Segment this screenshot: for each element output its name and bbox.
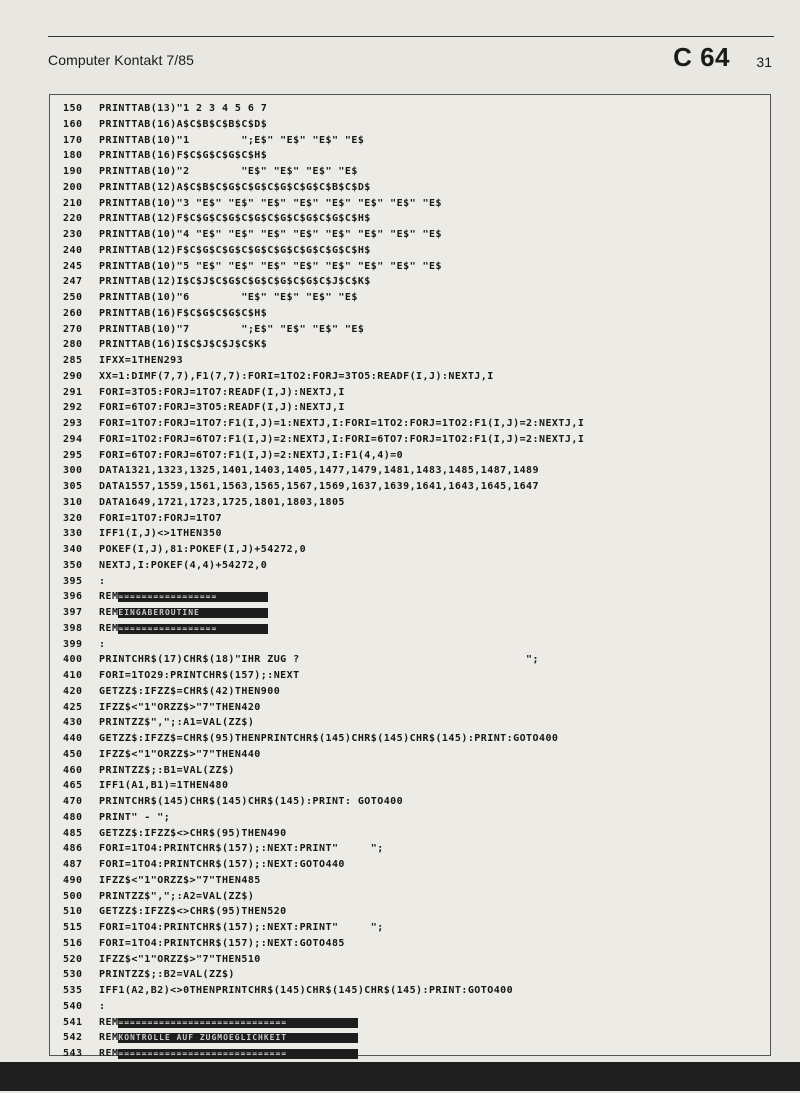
line-number: 291: [63, 385, 99, 401]
code-text: DATA1557,1559,1561,1563,1565,1567,1569,1637,1639,1641,1643,1645,1647: [99, 479, 539, 495]
code-text: IFF1(A2,B2)<>0THENPRINTCHR$(145)CHR$(145)CHR$(145):PRINT:GOTO400: [99, 983, 513, 999]
line-number: 487: [63, 857, 99, 873]
line-number: 400: [63, 652, 99, 668]
line-number: 543: [63, 1046, 99, 1062]
line-number: 395: [63, 574, 99, 590]
line-number: 285: [63, 353, 99, 369]
line-number: 410: [63, 668, 99, 684]
code-text: :: [99, 574, 105, 590]
code-text: DATA1321,1323,1325,1401,1403,1405,1477,1479,1481,1483,1485,1487,1489: [99, 463, 539, 479]
rem-highlight-bar: EINGABEROUTINE: [118, 608, 268, 618]
code-text: IFZZ$<"1"ORZZ$>"7"THEN440: [99, 747, 261, 763]
line-number: 541: [63, 1015, 99, 1031]
code-text: PRINTTAB(10)"5 "E$" "E$" "E$" "E$" "E$" "E$" "E$" "E$: [99, 259, 442, 275]
code-line: [63, 148, 763, 164]
code-line: [63, 133, 763, 149]
code-text: PRINTTAB(16)F$C$G$C$G$C$H$: [99, 306, 267, 322]
line-number: 300: [63, 463, 99, 479]
code-text: PRINTTAB(13)"1 2 3 4 5 6 7: [99, 101, 267, 117]
code-line: [63, 274, 763, 290]
line-number: 245: [63, 259, 99, 275]
code-text: IFZZ$<"1"ORZZ$>"7"THEN485: [99, 873, 261, 889]
line-number: 399: [63, 637, 99, 653]
code-text: GETZZ$:IFZZ$=CHR$(95)THENPRINTCHR$(145)CHR$(145)CHR$(145):PRINT:GOTO400: [99, 731, 558, 747]
line-number: 200: [63, 180, 99, 196]
code-text: IFF1(I,J)<>1THEN350: [99, 526, 222, 542]
code-text: PRINTTAB(12)F$C$G$C$G$C$G$C$G$C$G$C$G$C$H$: [99, 211, 371, 227]
code-line: [63, 448, 763, 464]
code-text: FORI=1TO7:FORJ=1TO7: [99, 511, 222, 527]
code-text: FORI=1TO4:PRINTCHR$(157);:NEXT:GOTO440: [99, 857, 345, 873]
line-number: 440: [63, 731, 99, 747]
code-line: [63, 621, 763, 637]
code-line: [63, 1015, 763, 1031]
line-number: 210: [63, 196, 99, 212]
line-number: 250: [63, 290, 99, 306]
code-text: FORI=1TO2:FORJ=6TO7:F1(I,J)=2:NEXTJ,I:FORI=6TO7:FORJ=1TO2:F1(I,J)=2:NEXTJ,I: [99, 432, 584, 448]
code-line: [63, 904, 763, 920]
line-number: 430: [63, 715, 99, 731]
code-text: REM: [99, 1030, 118, 1046]
line-number: 220: [63, 211, 99, 227]
code-text: POKEF(I,J),81:POKEF(I,J)+54272,0: [99, 542, 306, 558]
code-text: PRINTTAB(10)"1 ";E$" "E$" "E$" "E$: [99, 133, 364, 149]
code-line: [63, 1046, 763, 1062]
code-line: [63, 495, 763, 511]
line-number: 293: [63, 416, 99, 432]
code-text: REM: [99, 1015, 118, 1031]
line-number: 180: [63, 148, 99, 164]
code-line: [63, 952, 763, 968]
code-text: DATA1649,1721,1723,1725,1801,1803,1805: [99, 495, 345, 511]
code-text: NEXTJ,I:POKEF(4,4)+54272,0: [99, 558, 267, 574]
line-number: 170: [63, 133, 99, 149]
line-number: 190: [63, 164, 99, 180]
code-text: PRINTTAB(10)"4 "E$" "E$" "E$" "E$" "E$" "E$" "E$" "E$: [99, 227, 442, 243]
code-text: FORI=6TO7:FORJ=3TO5:READF(I,J):NEXTJ,I: [99, 400, 345, 416]
code-line: [63, 196, 763, 212]
code-line: [63, 810, 763, 826]
code-line: [63, 243, 763, 259]
code-line: [63, 306, 763, 322]
code-line: [63, 463, 763, 479]
line-number: 295: [63, 448, 99, 464]
code-text: IFF1(A1,B1)=1THEN480: [99, 778, 228, 794]
line-number: 398: [63, 621, 99, 637]
code-line: [63, 605, 763, 621]
code-text: IFZZ$<"1"ORZZ$>"7"THEN420: [99, 700, 261, 716]
code-text: PRINTTAB(16)A$C$B$C$B$C$D$: [99, 117, 267, 133]
line-number: 290: [63, 369, 99, 385]
code-line: [63, 416, 763, 432]
line-number: 542: [63, 1030, 99, 1046]
line-number: 535: [63, 983, 99, 999]
magazine-title: Computer Kontakt 7/85: [48, 52, 194, 68]
code-line: [63, 353, 763, 369]
code-text: REM: [99, 605, 118, 621]
code-text: FORI=3TO5:FORJ=1TO7:READF(I,J):NEXTJ,I: [99, 385, 345, 401]
line-number: 465: [63, 778, 99, 794]
code-text: PRINTTAB(12)I$C$J$C$G$C$G$C$G$C$G$C$J$C$K$: [99, 274, 371, 290]
code-text: PRINTTAB(10)"7 ";E$" "E$" "E$" "E$: [99, 322, 364, 338]
rem-highlight-bar: KONTROLLE AUF ZUGMOEGLICHKEIT: [118, 1033, 358, 1043]
line-number: 310: [63, 495, 99, 511]
code-text: FORI=1TO4:PRINTCHR$(157);:NEXT:PRINT" ";: [99, 920, 384, 936]
page-header: [48, 46, 772, 72]
code-line: [63, 511, 763, 527]
code-line: [63, 841, 763, 857]
line-number: 330: [63, 526, 99, 542]
code-line: [63, 826, 763, 842]
code-text: :: [99, 999, 105, 1015]
code-line: [63, 180, 763, 196]
code-text: :: [99, 637, 105, 653]
code-line: [63, 668, 763, 684]
code-text: REM: [99, 1046, 118, 1062]
code-line: [63, 889, 763, 905]
code-text: PRINTTAB(10)"2 "E$" "E$" "E$" "E$: [99, 164, 358, 180]
code-line: [63, 259, 763, 275]
code-text: PRINTTAB(16)I$C$J$C$J$C$K$: [99, 337, 267, 353]
code-line: [63, 794, 763, 810]
code-line: [63, 684, 763, 700]
header-rule: [48, 36, 774, 37]
code-line: [63, 211, 763, 227]
code-line: [63, 400, 763, 416]
code-line: [63, 700, 763, 716]
line-number: 320: [63, 511, 99, 527]
code-text: FORI=1TO29:PRINTCHR$(157);:NEXT: [99, 668, 300, 684]
code-line: [63, 432, 763, 448]
code-line: [63, 857, 763, 873]
code-listing-frame: [49, 94, 771, 1056]
code-line: [63, 637, 763, 653]
code-text: FORI=6TO7:FORJ=6TO7:F1(I,J)=2:NEXTJ,I:F1(4,4)=0: [99, 448, 403, 464]
line-number: 530: [63, 967, 99, 983]
code-line: [63, 385, 763, 401]
line-number: 510: [63, 904, 99, 920]
code-line: [63, 589, 763, 605]
code-text: PRINT" - ";: [99, 810, 170, 826]
line-number: 516: [63, 936, 99, 952]
code-text: PRINTTAB(16)F$C$G$C$G$C$H$: [99, 148, 267, 164]
line-number: 294: [63, 432, 99, 448]
code-text: PRINTZZ$",";:A1=VAL(ZZ$): [99, 715, 254, 731]
code-line: [63, 290, 763, 306]
code-text: PRINTZZ$;:B1=VAL(ZZ$): [99, 763, 235, 779]
line-number: 240: [63, 243, 99, 259]
line-number: 515: [63, 920, 99, 936]
code-line: [63, 936, 763, 952]
code-line: [63, 574, 763, 590]
line-number: 396: [63, 589, 99, 605]
code-line: [63, 778, 763, 794]
code-text: PRINTTAB(12)A$C$B$C$G$C$G$C$G$C$G$C$B$C$D$: [99, 180, 371, 196]
code-line: [63, 369, 763, 385]
line-number: 230: [63, 227, 99, 243]
line-number: 480: [63, 810, 99, 826]
code-text: REM: [99, 621, 118, 637]
basic-code-listing: [63, 101, 763, 1093]
line-number: 270: [63, 322, 99, 338]
code-line: [63, 479, 763, 495]
code-line: [63, 763, 763, 779]
line-number: 260: [63, 306, 99, 322]
line-number: 150: [63, 101, 99, 117]
code-text: REM: [99, 589, 118, 605]
line-number: 460: [63, 763, 99, 779]
rem-highlight-bar: =============================: [118, 1018, 358, 1028]
line-number: 486: [63, 841, 99, 857]
line-number: 540: [63, 999, 99, 1015]
rem-highlight-bar: =============================: [118, 1049, 358, 1059]
line-number: 450: [63, 747, 99, 763]
code-line: [63, 920, 763, 936]
code-line: [63, 117, 763, 133]
code-text: IFZZ$<"1"ORZZ$>"7"THEN510: [99, 952, 261, 968]
line-number: 350: [63, 558, 99, 574]
code-text: XX=1:DIMF(7,7),F1(7,7):FORI=1TO2:FORJ=3TO5:READF(I,J):NEXTJ,I: [99, 369, 494, 385]
code-text: GETZZ$:IFZZ$<>CHR$(95)THEN520: [99, 904, 287, 920]
line-number: 490: [63, 873, 99, 889]
line-number: 247: [63, 274, 99, 290]
code-text: PRINTZZ$",";:A2=VAL(ZZ$): [99, 889, 254, 905]
code-text: PRINTTAB(10)"6 "E$" "E$" "E$" "E$: [99, 290, 358, 306]
code-line: [63, 967, 763, 983]
code-text: PRINTCHR$(17)CHR$(18)"IHR ZUG ? ";: [99, 652, 539, 668]
code-text: GETZZ$:IFZZ$=CHR$(42)THEN900: [99, 684, 280, 700]
line-number: 280: [63, 337, 99, 353]
code-line: [63, 747, 763, 763]
code-text: PRINTZZ$;:B2=VAL(ZZ$): [99, 967, 235, 983]
line-number: 470: [63, 794, 99, 810]
code-text: PRINTTAB(10)"3 "E$" "E$" "E$" "E$" "E$" "E$" "E$" "E$: [99, 196, 442, 212]
rem-highlight-bar: =================: [118, 592, 268, 602]
code-line: [63, 873, 763, 889]
line-number: 397: [63, 605, 99, 621]
line-number: 425: [63, 700, 99, 716]
rem-highlight-bar: =================: [118, 624, 268, 634]
code-text: PRINTCHR$(145)CHR$(145)CHR$(145):PRINT: GOTO400: [99, 794, 403, 810]
code-line: [63, 542, 763, 558]
brand-logo: C 64: [673, 42, 730, 73]
code-line: [63, 731, 763, 747]
line-number: 500: [63, 889, 99, 905]
code-line: [63, 322, 763, 338]
line-number: 292: [63, 400, 99, 416]
code-text: IFXX=1THEN293: [99, 353, 183, 369]
code-line: [63, 526, 763, 542]
code-text: FORI=1TO7:FORJ=1TO7:F1(I,J)=1:NEXTJ,I:FORI=1TO2:FORJ=1TO2:F1(I,J)=2:NEXTJ,I: [99, 416, 584, 432]
code-text: GETZZ$:IFZZ$<>CHR$(95)THEN490: [99, 826, 287, 842]
code-line: [63, 715, 763, 731]
code-text: FORI=1TO4:PRINTCHR$(157);:NEXT:PRINT" ";: [99, 841, 384, 857]
code-line: [63, 999, 763, 1015]
code-text: FORI=1TO4:PRINTCHR$(157);:NEXT:GOTO485: [99, 936, 345, 952]
code-line: [63, 1030, 763, 1046]
page-number: 31: [756, 54, 772, 70]
code-line: [63, 337, 763, 353]
line-number: 160: [63, 117, 99, 133]
code-text: PRINTTAB(12)F$C$G$C$G$C$G$C$G$C$G$C$G$C$H$: [99, 243, 371, 259]
code-line: [63, 652, 763, 668]
code-line: [63, 164, 763, 180]
code-line: [63, 983, 763, 999]
line-number: 520: [63, 952, 99, 968]
line-number: 340: [63, 542, 99, 558]
line-number: 485: [63, 826, 99, 842]
line-number: 305: [63, 479, 99, 495]
line-number: 420: [63, 684, 99, 700]
code-line: [63, 227, 763, 243]
code-line: [63, 101, 763, 117]
bottom-band: [0, 1062, 800, 1091]
code-line: [63, 558, 763, 574]
